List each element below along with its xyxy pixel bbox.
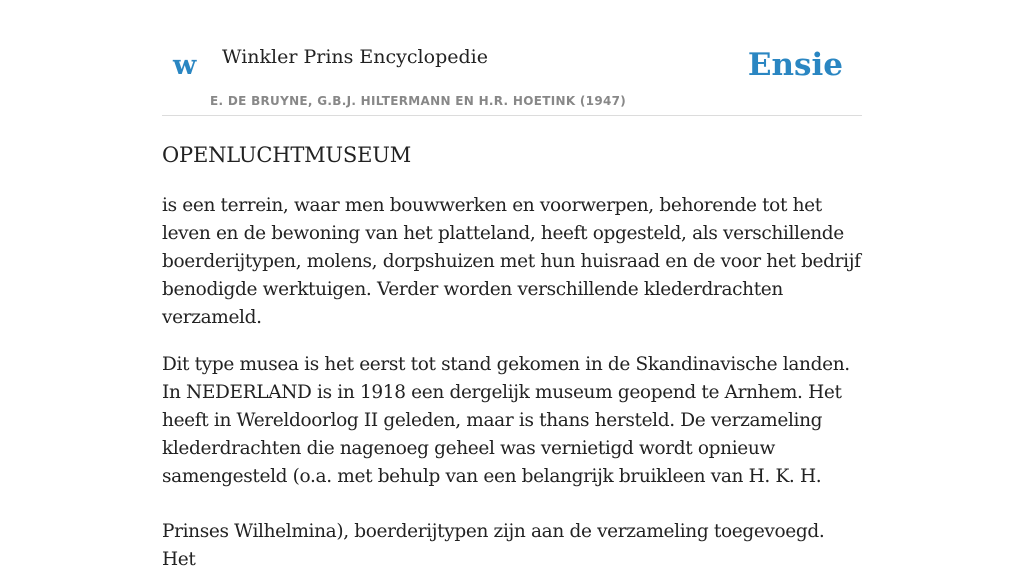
article-body [162, 139, 862, 574]
article-paragraph: Dit type musea is het eerst tot stand gekomen in de Skandinavische landen. In NEDERLAND is in 1918 een dergelijk museum geopend te Arnhem. Het heeft in Wereldoorlog II geleden, maar is thans hersteld. De verzameling klederdrachten die nagenoeg geheel was vernietigd wordt opnieuw samengesteld (o.a. met behulp van een belangrijk bruikleen van H. K. H. [162, 354, 850, 487]
ensie-logo[interactable]: Ensie [747, 47, 843, 83]
winkler-prins-logo[interactable]: w [173, 50, 197, 81]
publication-title[interactable]: Winkler Prins Encyclopedie [222, 46, 488, 68]
article-headword: OPENLUCHTMUSEUM [162, 143, 412, 167]
article-paragraph: is een terrein, waar men bouwwerken en voorwerpen, behorende tot het leven en de bewoning van het platteland, heeft opgesteld, als verschillende boerderijtypen, molens, dorpshuizen met hun huisraad en de voor het bedrijf benodigde werktuigen. Verder worden verschillende klederdrachten verzameld. [162, 195, 861, 328]
site-header [162, 0, 862, 116]
authors-line: E. DE BRUYNE, G.B.J. HILTERMANN EN H.R. HOETINK (1947) [210, 94, 627, 108]
article-paragraph: Prinses Wilhelmina), boerderijtypen zijn aan de verzameling toegevoegd. Het [162, 521, 825, 570]
